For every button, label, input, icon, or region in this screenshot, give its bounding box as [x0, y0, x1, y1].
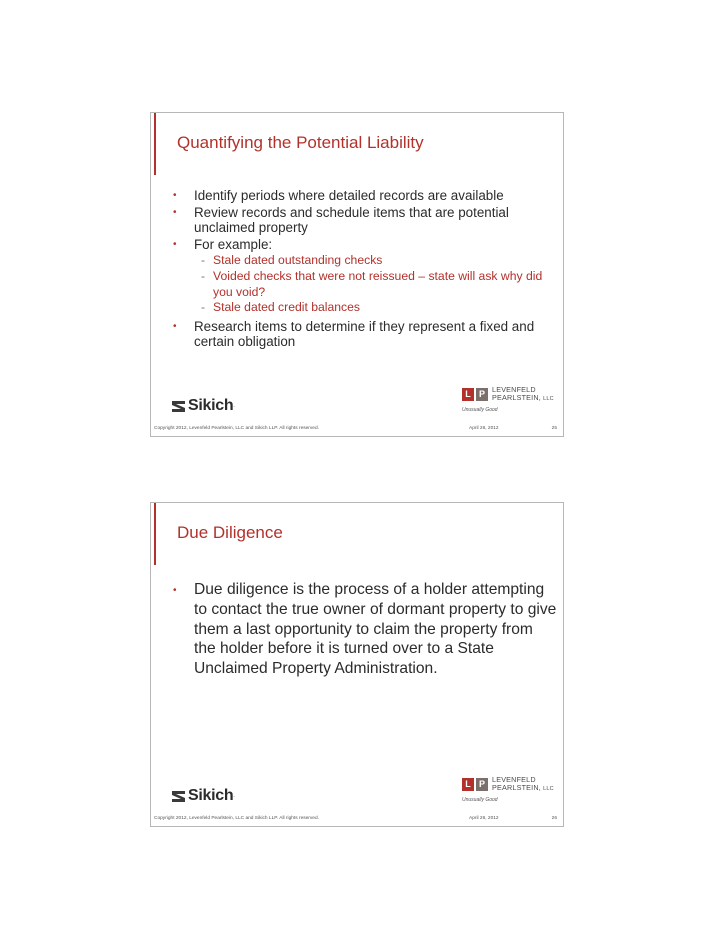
dash-icon: - — [201, 300, 206, 315]
bullet-text: Review records and schedule items that are potential unclaimed property — [194, 204, 509, 236]
dash-icon: - — [201, 268, 206, 283]
sub-bullet-item — [169, 253, 557, 269]
lp-llc: LLC — [543, 396, 554, 402]
footer-copyright: Copyright 2012, Levenfeld Pearlstein, LLC and Sikich LLP. All rights reserved. — [154, 426, 319, 431]
sikich-logo-text: Sikich — [188, 397, 234, 414]
levenfeld-pearlstein-logo — [462, 386, 554, 422]
bullet-item — [169, 205, 557, 236]
title-accent-bar — [154, 113, 156, 175]
sikich-logo: Sikich . — [171, 397, 234, 415]
lp-name-line1: LEVENFELD — [492, 775, 536, 784]
lp-p-box: P — [476, 388, 488, 401]
lp-l-box: L — [462, 778, 474, 791]
slide-title: Quantifying the Potential Liability — [177, 133, 424, 152]
lp-name-line2: PEARLSTEIN, — [492, 783, 541, 792]
sikich-logo: Sikich . — [171, 787, 234, 805]
slide-content — [169, 188, 557, 351]
bullet-item — [169, 188, 557, 204]
slide-25 — [150, 112, 564, 437]
footer-page-number: 25 — [551, 426, 557, 431]
bullet-item — [169, 237, 557, 253]
bullet-text: Due diligence is the process of a holder attempting to contact the true owner of dormant property to give them a last opportunity to claim the property from the holder before it is turned over to a State Unclaimed Property Administration. — [194, 581, 557, 678]
bullet-icon: • — [173, 238, 177, 250]
bullet-icon: • — [173, 320, 177, 332]
sub-bullet-text: Voided checks that were not reissued – state will ask why did you void? — [213, 268, 543, 299]
lp-l-box: L — [462, 388, 474, 401]
slide-footer — [151, 426, 563, 435]
sikich-logo-text: Sikich — [188, 787, 234, 804]
bullet-item — [169, 319, 557, 350]
bullet-icon: • — [173, 585, 177, 596]
bullet-text: Research items to determine if they represent a fixed and certain obligation — [194, 318, 535, 350]
sub-bullet-text: Stale dated credit balances — [213, 300, 361, 315]
bullet-icon: • — [173, 190, 177, 201]
footer-copyright: Copyright 2012, Levenfeld Pearlstein, LLC and Sikich LLP. All rights reserved. — [154, 816, 319, 821]
lp-name-line1: LEVENFELD — [492, 385, 536, 394]
slide-footer — [151, 816, 563, 825]
bullet-text: Identify periods where detailed records are available — [194, 188, 504, 203]
slide-content — [169, 580, 557, 680]
slide-title-area — [151, 503, 563, 565]
title-accent-bar — [154, 503, 156, 565]
sub-bullet-item — [169, 269, 557, 300]
lp-tagline: Unusually Good — [462, 407, 498, 413]
sub-bullet-item — [169, 300, 557, 316]
bullet-icon: • — [173, 206, 177, 218]
lp-tagline: Unusually Good — [462, 797, 498, 803]
sikich-logo-icon — [171, 789, 186, 804]
sub-bullet-text: Stale dated outstanding checks — [213, 253, 383, 268]
lp-firm-name — [492, 776, 554, 793]
lp-llc: LLC — [543, 786, 554, 792]
slide-26 — [150, 502, 564, 827]
levenfeld-pearlstein-logo — [462, 776, 554, 812]
lp-name-line2: PEARLSTEIN, — [492, 393, 541, 402]
footer-date: April 26, 2012 — [469, 426, 499, 431]
bullet-item — [169, 580, 557, 679]
bullet-text: For example: — [194, 236, 273, 252]
dash-icon: - — [201, 253, 206, 268]
lp-firm-name — [492, 386, 554, 403]
slide-title: Due Diligence — [177, 523, 283, 542]
slide-title-area — [151, 113, 563, 175]
footer-page-number: 26 — [551, 816, 557, 821]
lp-p-box: P — [476, 778, 488, 791]
footer-date: April 26, 2012 — [469, 816, 499, 821]
sikich-logo-icon — [171, 399, 186, 414]
